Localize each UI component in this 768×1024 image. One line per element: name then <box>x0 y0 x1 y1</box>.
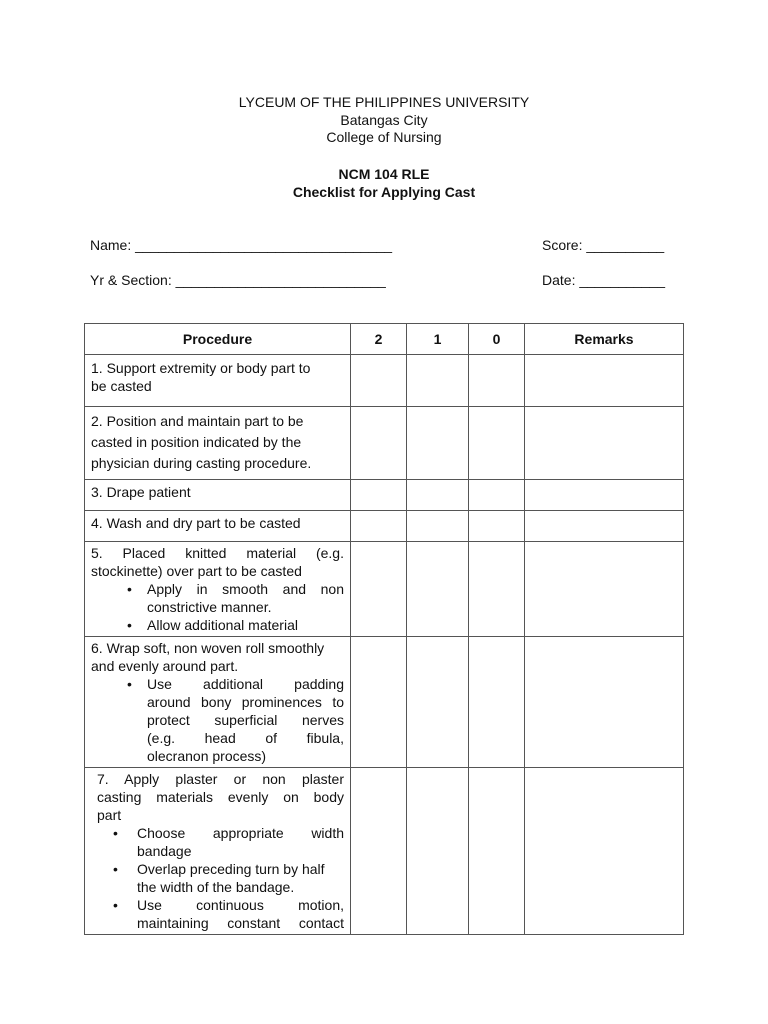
procedure-cell <box>85 637 351 768</box>
score-0-cell[interactable] <box>469 407 525 480</box>
procedure-text: 5. Placed knitted material (e.g. <box>91 545 344 561</box>
procedure-text: casting materials evenly on body <box>97 789 344 805</box>
score-1-cell[interactable] <box>407 768 469 935</box>
procedure-text: and evenly around part. <box>91 658 239 674</box>
bullet-item: • Choose appropriate width bandage <box>113 825 344 859</box>
remarks-cell[interactable] <box>525 480 684 511</box>
procedure-cell <box>85 355 351 407</box>
table-row <box>85 768 684 935</box>
remarks-cell[interactable] <box>525 542 684 637</box>
procedure-text: 7. Apply plaster or non plaster <box>97 771 344 787</box>
score-2-cell[interactable] <box>351 407 407 480</box>
table-header-row <box>85 324 684 355</box>
score-field[interactable]: Score: __________ <box>542 237 665 253</box>
score-1-cell[interactable] <box>407 480 469 511</box>
procedure-cell <box>85 480 351 511</box>
university-name: LYCEUM OF THE PHILIPPINES UNIVERSITY <box>238 94 530 110</box>
score-2-cell[interactable] <box>351 768 407 935</box>
score-1-cell[interactable] <box>407 542 469 637</box>
procedure-cell <box>85 768 351 935</box>
score-0-cell[interactable] <box>469 480 525 511</box>
score-1-cell[interactable] <box>407 511 469 542</box>
procedure-text: 4. Wash and dry part to be casted <box>91 515 301 531</box>
checklist-table <box>84 323 684 935</box>
score-0-cell[interactable] <box>469 637 525 768</box>
remarks-cell[interactable] <box>525 768 684 935</box>
procedure-header: Procedure <box>85 324 351 355</box>
score-0-header: 0 <box>469 324 525 355</box>
bullet-dot-icon: • <box>127 617 132 633</box>
procedure-text: 2. Position and maintain part to be <box>91 413 304 429</box>
score-0-cell[interactable] <box>469 355 525 407</box>
procedure-text: 3. Drape patient <box>91 484 191 500</box>
table-row <box>85 407 684 480</box>
bullet-dot-icon: • <box>113 897 118 913</box>
table-row <box>85 480 684 511</box>
document-header <box>0 94 768 147</box>
bullet-item: • Allow additional material <box>127 617 298 633</box>
bullet-item: • Use continuous motion, maintaining constant contact <box>113 897 344 931</box>
procedure-cell <box>85 542 351 637</box>
bullet-dot-icon: • <box>127 676 132 692</box>
bullet-item: • Use additional padding around bony prominences to protect superficial nerves (e.g. head of fibula, olecranon process) <box>127 676 344 764</box>
score-1-cell[interactable] <box>407 407 469 480</box>
score-2-cell[interactable] <box>351 542 407 637</box>
date-field[interactable]: Date: ___________ <box>542 272 665 288</box>
procedure-text: part <box>97 807 122 823</box>
college-name: College of Nursing <box>326 129 442 145</box>
score-1-cell[interactable] <box>407 355 469 407</box>
name-field[interactable]: Name: _________________________________ <box>90 237 393 253</box>
score-0-cell[interactable] <box>469 511 525 542</box>
score-0-cell[interactable] <box>469 542 525 637</box>
score-2-cell[interactable] <box>351 511 407 542</box>
bullet-dot-icon: • <box>127 581 132 597</box>
score-0-cell[interactable] <box>469 768 525 935</box>
document-title <box>0 165 768 201</box>
city-name: Batangas City <box>340 111 428 128</box>
bullet-dot-icon: • <box>113 861 118 877</box>
score-1-cell[interactable] <box>407 637 469 768</box>
table-row <box>85 511 684 542</box>
bullet-item: • Overlap preceding turn by half the width of the bandage. <box>113 861 325 895</box>
remarks-cell[interactable] <box>525 637 684 768</box>
remarks-cell[interactable] <box>525 407 684 480</box>
table-row <box>85 542 684 637</box>
procedure-text: 6. Wrap soft, non woven roll smoothly <box>91 640 325 656</box>
bullet-item: • Apply in smooth and non constrictive manner. <box>127 581 344 615</box>
yr-section-field[interactable]: Yr & Section: ___________________________ <box>90 272 386 288</box>
bullet-dot-icon: • <box>113 825 118 841</box>
remarks-header: Remarks <box>525 324 684 355</box>
procedure-text: be casted <box>91 378 152 394</box>
remarks-cell[interactable] <box>525 511 684 542</box>
checklist-title: Checklist for Applying Cast <box>292 184 476 200</box>
procedure-cell <box>85 407 351 480</box>
table-row <box>85 637 684 768</box>
score-1-header: 1 <box>407 324 469 355</box>
course-code: NCM 104 RLE <box>338 166 430 182</box>
score-2-cell[interactable] <box>351 355 407 407</box>
score-2-header: 2 <box>351 324 407 355</box>
score-2-cell[interactable] <box>351 637 407 768</box>
remarks-cell[interactable] <box>525 355 684 407</box>
procedure-cell <box>85 511 351 542</box>
score-2-cell[interactable] <box>351 480 407 511</box>
procedure-text: stockinette) over part to be casted <box>91 563 302 579</box>
procedure-text: casted in position indicated by the <box>91 434 302 450</box>
procedure-text: 1. Support extremity or body part to <box>91 360 311 376</box>
table-row <box>85 355 684 407</box>
procedure-text: physician during casting procedure. <box>91 455 312 471</box>
